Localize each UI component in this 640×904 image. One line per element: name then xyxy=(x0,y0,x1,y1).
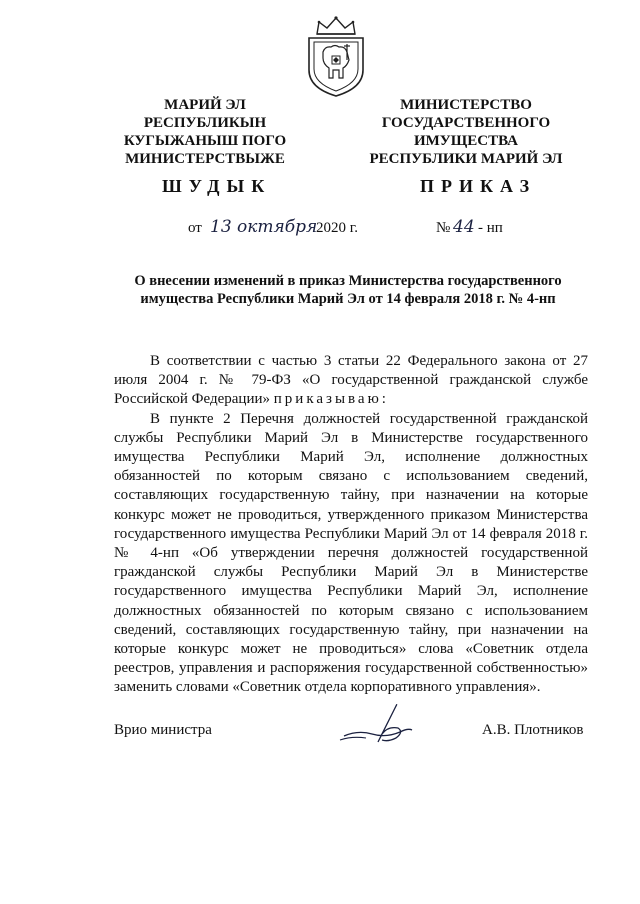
coat-of-arms-icon xyxy=(303,14,369,98)
date-year: 2020 г. xyxy=(316,220,358,236)
header-right-line: МИНИСТЕРСТВО xyxy=(400,97,532,113)
doc-type-right: ПРИКАЗ xyxy=(420,176,537,196)
header-left-block xyxy=(110,96,300,168)
header-left-line: МАРИЙ ЭЛ xyxy=(164,97,246,113)
signatory-name: А.В. Плотников xyxy=(482,722,584,738)
document-subject: О внесении изменений в приказ Министерства государственного имущества Республики Марий Эл от 14 февраля 2018 г. № 4-нп xyxy=(134,273,562,307)
signature-row xyxy=(0,722,640,762)
date-number-line xyxy=(0,217,640,246)
header-left-line: РЕСПУБЛИКЫН xyxy=(143,115,267,131)
document-body xyxy=(114,352,588,698)
number-prefix: № xyxy=(436,220,451,236)
doc-type-left: ШУДЫК xyxy=(162,176,272,196)
number-suffix: - нп xyxy=(478,220,503,236)
header-right-line: РЕСПУБЛИКИ МАРИЙ ЭЛ xyxy=(369,151,563,167)
signatory-position: Врио министра xyxy=(114,722,212,738)
header-right-block xyxy=(360,96,572,168)
body-paragraph-text: В соответствии с частью 3 статьи 22 Федерального закона от 27 июля 2004 г. № 79-ФЗ «О государственной гражданской службе Российской Федерации» xyxy=(114,353,588,408)
body-order-word: приказываю: xyxy=(273,391,389,408)
date-prefix: от xyxy=(188,220,202,236)
header-left-line: КУГЫЖАНЫШ ПОГО xyxy=(123,133,287,149)
body-paragraph xyxy=(114,352,588,410)
header-left-line: МИНИСТЕРСТВЫЖЕ xyxy=(125,151,285,167)
handwritten-signature-icon xyxy=(338,700,418,748)
date-handwritten: 13 октября xyxy=(210,217,318,237)
header-right-line: ГОСУДАРСТВЕННОГО xyxy=(381,115,551,131)
number-handwritten: 44 xyxy=(453,217,475,237)
body-paragraph: В пункте 2 Перечня должностей государственной гражданской службы Республики Марий Эл в Министерстве государственного имущества Республики Марий Эл, исполнение должностных обязанностей по которым связано с использованием сведений, составляющих государственную тайну, при назначении на которые конкурс может не проводиться, утвержденного приказом Министерства государственного имущества Республики Марий Эл от 14 февраля 2018 г. № 4-нп «Об утверждении перечня должностей государственной гражданской службы Республики Марий Эл в Министерстве государственного имущества Республики Марий Эл, исполнение должностных обязанностей по которым связано с использованием сведений, составляющих государственную тайну, при назначении на которые конкурс может не проводиться» слова «Советник отдела реестров, управления и распоряжения государственной собственностью» заменить словами «Советник отдела корпоративного управления». xyxy=(114,410,588,696)
header-right-line: ИМУЩЕСТВА xyxy=(413,133,519,149)
